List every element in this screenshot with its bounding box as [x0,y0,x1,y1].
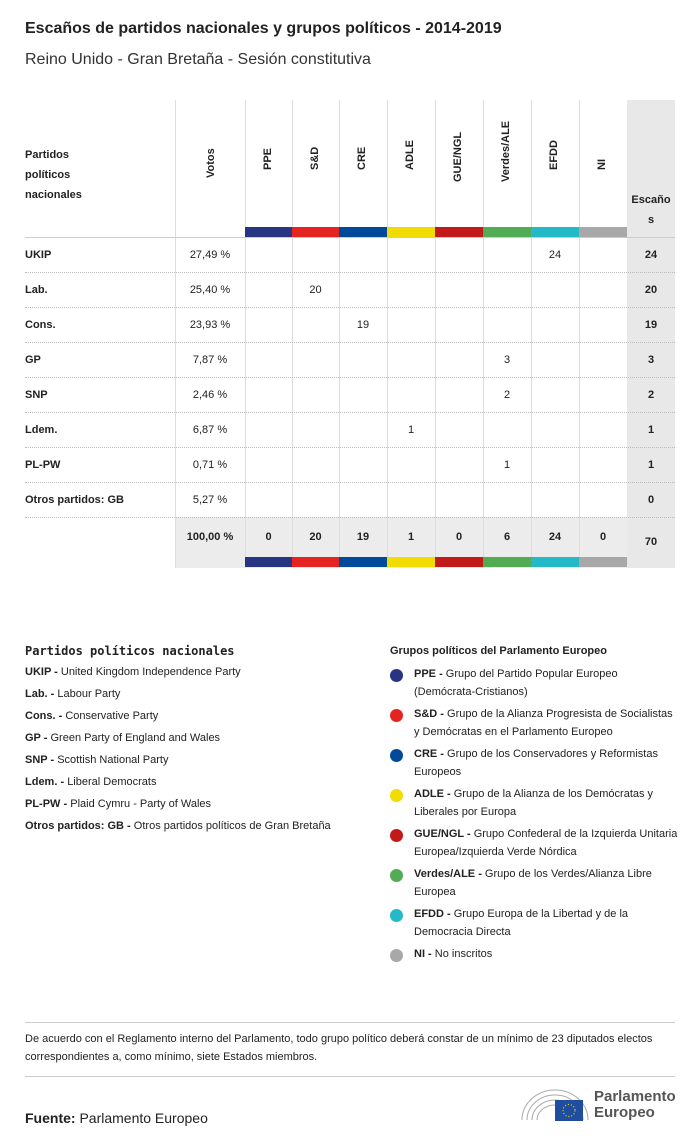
party-name: SNP [25,389,48,401]
party-full-name: Labour Party [57,688,121,700]
group-seats [387,483,435,518]
totals-row [25,517,675,557]
group-seats: 19 [356,319,370,331]
votes-value: 7,87 % [192,354,228,366]
party-legend-item [25,729,355,747]
group-abbr: Verdes/ALE - [414,868,482,880]
group-color-bar [483,227,531,237]
group-seats [531,448,579,483]
group-seats [245,238,292,273]
group-abbr: GUE/NGL - [414,828,471,840]
group-abbr: EFDD - [414,908,451,920]
party-full-name: Liberal Democrats [67,776,157,788]
group-seats [292,448,339,483]
seats-header: Escaños [631,194,671,226]
group-seats: 2 [503,389,511,401]
total-seats: 3 [647,354,655,366]
party-abbr: GP - [25,732,48,744]
group-total: 0 [455,531,463,543]
votes-value: 0,71 % [192,459,228,471]
group-seats [292,308,339,343]
group-legend-item [390,905,680,941]
group-seats [292,483,339,518]
group-seats [531,413,579,448]
group-seats [531,273,579,308]
group-seats: 3 [503,354,511,366]
party-name: Otros partidos: GB [25,494,125,506]
group-seats [435,273,483,308]
group-seats [483,483,531,518]
chart-title: Escaños de partidos nacionales y grupos políticos - 2014-2019 [25,20,502,37]
group-header: ADLE [404,140,416,170]
group-legend-item [390,745,680,781]
group-seats [245,378,292,413]
group-legend-item [390,865,680,901]
group-header: NI [596,159,608,170]
group-header: EFDD [548,140,560,170]
group-header: PPE [262,147,274,170]
group-seats [387,378,435,413]
group-color-bar [292,227,339,237]
votes-value: 2,46 % [192,389,228,401]
group-header: S&D [309,146,321,170]
color-dot-icon [390,789,403,802]
table-row [25,483,675,518]
group-header: GUE/NGL [452,131,464,182]
group-seats [579,238,627,273]
group-seats [339,273,387,308]
party-name: PL-PW [25,459,61,471]
group-full-name: Grupo de la Alianza de los Demócratas y Liberales por Europa [414,788,654,818]
group-seats [579,343,627,378]
group-legend [390,640,680,967]
group-seats [339,343,387,378]
group-color-bar [245,227,292,237]
logo-line2: Europeo [594,1104,655,1121]
group-color-bar [483,557,531,567]
total-seats: 1 [647,459,655,471]
party-abbr: Cons. - [25,710,63,722]
color-dot-icon [390,949,403,962]
group-total: 19 [356,531,370,543]
group-seats [483,308,531,343]
party-abbr: UKIP - [25,666,58,678]
party-full-name: Green Party of England and Wales [50,732,221,744]
source-label: Fuente: [25,1110,76,1126]
group-total: 6 [503,531,511,543]
table-row [25,308,675,343]
group-seats [245,343,292,378]
group-seats: 20 [309,284,322,296]
group-legend-item [390,785,680,821]
group-full-name: Grupo Confederal de la Izquierda Unitaria Europea/Izquierda Verde Nórdica [414,828,678,858]
group-legend-item [390,705,680,741]
group-seats [292,413,339,448]
party-abbr: SNP - [25,754,55,766]
votes-value: 5,27 % [192,494,228,506]
party-abbr: Ldem. - [25,776,65,788]
party-legend-item [25,817,355,835]
divider [25,1022,675,1023]
group-full-name: Grupo Europa de la Libertad y de la Democracia Directa [414,908,629,938]
group-seats [292,378,339,413]
group-full-name: Grupo de la Alianza Progresista de Socialistas y Demócratas en el Parlamento Europeo [414,708,673,738]
group-seats [579,378,627,413]
group-seats [435,483,483,518]
group-total: 0 [599,531,607,543]
group-header: Verdes/ALE [500,120,512,182]
votes-value: 27,49 % [189,249,231,261]
group-seats [339,448,387,483]
total-seats: 2 [647,389,655,401]
group-abbr: NI - [414,948,432,960]
party-full-name: Otros partidos políticos de Gran Bretaña [133,820,331,832]
group-seats: 24 [548,249,562,261]
party-legend-item [25,751,355,769]
total-seats: 20 [644,284,658,296]
party-name: Ldem. [25,424,58,436]
total-seats: 19 [644,319,658,331]
party-name: GP [25,354,41,366]
group-color-bar [531,557,579,567]
group-seats [339,413,387,448]
color-dot-icon [390,909,403,922]
color-dot-icon [390,669,403,682]
group-seats [245,448,292,483]
group-seats [579,448,627,483]
group-abbr: CRE - [414,748,444,760]
group-seats [292,343,339,378]
divider [25,1076,675,1077]
group-seats [579,483,627,518]
group-header: CRE [356,146,368,170]
grand-total: 70 [644,536,658,548]
party-name: UKIP [25,249,52,261]
group-seats [435,448,483,483]
party-full-name: United Kingdom Independence Party [60,666,241,678]
group-seats [531,378,579,413]
group-legend-item [390,665,680,701]
group-seats [435,238,483,273]
logo-text [594,1089,676,1121]
party-abbr: PL-PW - [25,798,68,810]
group-abbr: S&D - [414,708,444,720]
table-row [25,273,675,308]
party-abbr: Lab. - [25,688,55,700]
party-header: Partidos políticos nacionales [25,149,82,201]
total-seats: 1 [647,424,655,436]
group-seats [483,238,531,273]
party-legend-item [25,663,355,681]
group-seats [435,308,483,343]
group-color-bar [339,557,387,567]
group-total: 24 [548,531,562,543]
group-total: 20 [309,531,322,543]
group-color-bar [387,557,435,567]
group-seats [339,238,387,273]
group-seats [531,483,579,518]
group-seats [387,273,435,308]
group-abbr: PPE - [414,668,443,680]
chart-subtitle: Reino Unido - Gran Bretaña - Sesión constitutiva [25,51,371,68]
party-legend-item [25,773,355,791]
group-seats [579,308,627,343]
color-dot-icon [390,749,403,762]
group-seats [579,273,627,308]
group-legend-item [390,945,680,963]
party-full-name: Scottish National Party [57,754,169,766]
group-abbr: ADLE - [414,788,451,800]
group-color-bar [339,227,387,237]
votes-header: Votos [205,148,217,178]
group-color-bar [531,227,579,237]
group-seats [387,343,435,378]
group-seats [245,308,292,343]
group-seats [339,378,387,413]
group-seats [579,413,627,448]
votes-value: 6,87 % [192,424,228,436]
group-color-bar [292,557,339,567]
group-seats [483,273,531,308]
color-dot-icon [390,709,403,722]
group-color-bar [435,557,483,567]
group-seats [435,378,483,413]
group-color-bar [245,557,292,567]
group-seats [387,308,435,343]
group-seats [387,238,435,273]
group-seats [387,448,435,483]
party-legend-item [25,707,355,725]
group-full-name: Grupo del Partido Popular Europeo (Demócrata-Cristianos) [414,668,618,698]
group-seats: 1 [503,459,511,471]
party-legend-item [25,685,355,703]
group-full-name: Grupo de los Conservadores y Reformistas Europeos [414,748,658,778]
group-seats [483,413,531,448]
party-legend [25,640,355,839]
group-seats: 1 [407,424,415,436]
group-full-name: No inscritos [434,948,493,960]
party-full-name: Conservative Party [65,710,159,722]
table-row [25,413,675,448]
group-seats [531,308,579,343]
table-row [25,238,675,273]
group-seats [531,343,579,378]
group-seats [245,413,292,448]
table-row [25,343,675,378]
group-seats [435,343,483,378]
group-total: 0 [265,531,272,543]
group-seats [245,273,292,308]
source [25,1110,208,1126]
total-seats: 24 [644,249,658,261]
group-color-bar [387,227,435,237]
total-votes: 100,00 % [186,531,234,543]
party-abbr: Otros partidos: GB - [25,820,131,832]
source-value: Parlamento Europeo [79,1110,208,1126]
group-legend-item [390,825,680,861]
total-seats: 0 [647,494,655,506]
footnote: De acuerdo con el Reglamento interno del Parlamento, todo grupo político deberá constar de un mínimo de 23 diputados electos correspondientes a, como mínimo, siete Estados miembros. [25,1033,653,1063]
party-full-name: Plaid Cymru - Party of Wales [70,798,212,810]
party-name: Lab. [25,284,48,296]
group-color-bar [579,557,627,567]
table-row [25,448,675,483]
group-color-bar [579,227,627,237]
party-name: Cons. [25,319,56,331]
votes-value: 25,40 % [189,284,231,296]
color-dot-icon [390,869,403,882]
group-seats [292,238,339,273]
group-seats [435,413,483,448]
group-full-name: Grupo de los Verdes/Alianza Libre Europea [414,868,652,898]
party-legend-item [25,795,355,813]
party-legend-title: Partidos políticos nacionales [25,644,235,658]
hemicycle-icon [520,1086,590,1122]
table-row [25,378,675,413]
group-color-bar [435,227,483,237]
group-seats [245,483,292,518]
color-dot-icon [390,829,403,842]
group-legend-title: Grupos políticos del Parlamento Europeo [390,645,607,657]
logo-line1: Parlamento [594,1088,676,1105]
votes-value: 23,93 % [189,319,231,331]
group-seats [339,483,387,518]
ep-logo [520,1086,680,1126]
group-total: 1 [407,531,415,543]
